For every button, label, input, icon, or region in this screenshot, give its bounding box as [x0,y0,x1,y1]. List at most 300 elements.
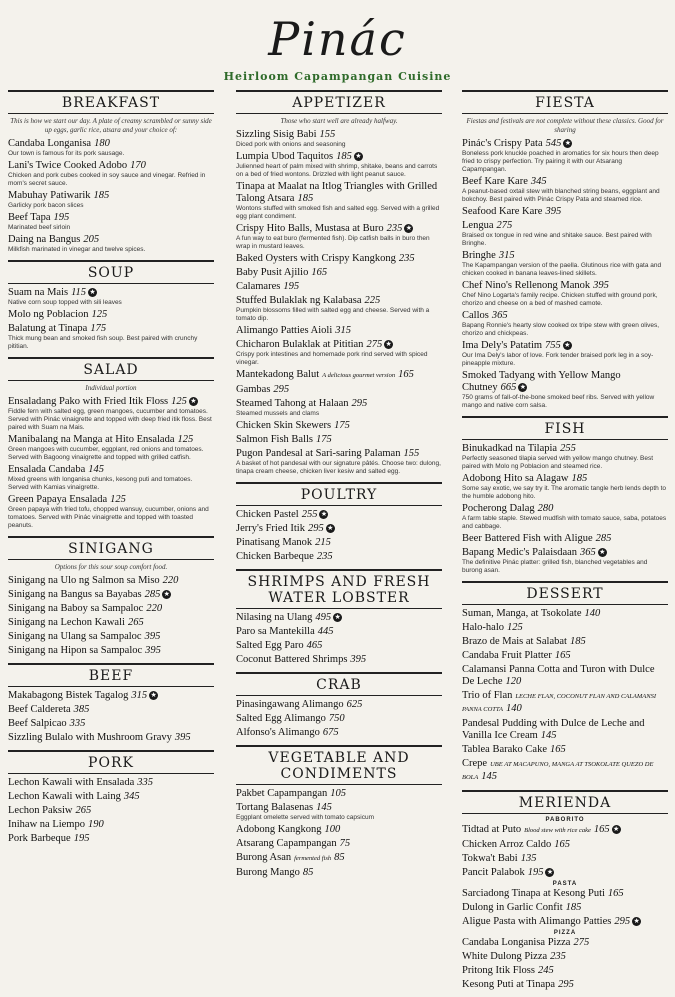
chef-recommended-icon: ★ [546,868,554,877]
menu-item-price: 75 [339,838,351,849]
menu-item-line [236,713,442,725]
menu-item-line [462,533,668,545]
menu-item-line [236,788,442,800]
section-note: Individual portion [85,384,137,392]
menu-item-name: Halo-halo [462,622,504,633]
menu-item [236,267,442,279]
menu-item-line [462,758,668,784]
menu-item-line [462,138,668,150]
menu-item-line [236,267,442,279]
menu-item-line [462,902,668,914]
menu-item-name: Dulong in Garlic Confit [462,902,563,913]
menu-item-name: Beef Kare Kare [462,176,528,187]
menu-item-price: 395 [593,280,609,291]
section-title: POULTRY [236,482,442,506]
menu-item-description: The definitive Pinác platter: grilled fish, blanched vegetables and burong asan. [462,559,648,574]
menu-item [8,631,214,643]
menu-item [8,645,214,657]
menu-item-line [8,396,214,408]
menu-item [462,650,668,662]
menu-item-price: 315 [498,250,515,261]
menu-item-line [236,384,442,396]
section-title: BEEF [8,663,214,687]
menu-item-price: 285 [595,533,612,544]
menu-item-name: Sinigang na Ulo ng Salmon sa Miso [8,575,160,586]
menu-item-line [8,138,214,150]
menu-item [462,608,668,620]
menu-item-line [236,654,442,666]
menu-item-line [8,309,214,321]
menu-item-name: Stuffed Bulaklak ng Kalabasa [236,295,362,306]
section-title: CRAB [236,672,442,696]
menu-item-name: Kesong Puti at Tinapa [462,979,556,990]
menu-column-middle [236,90,442,885]
menu-item-line [462,608,668,620]
menu-item-description: Julienned heart of palm mixed with shrimp, shitake, beans and carrots on a bed of fried wontons. Drizzled with light peanut sauce. [236,163,438,178]
menu-item-inline-note: A delicious gourmet version [322,372,396,379]
menu-item-line [8,575,214,587]
menu-item-price: 675 [322,727,339,738]
menu-item-line [236,640,442,652]
menu-item-line [462,937,668,949]
menu-item-price: 665 [500,382,517,393]
menu-item-price: 175 [316,434,332,445]
menu-item-price: 165 [311,267,328,278]
menu-item-price: 295 [273,384,290,395]
section-poultry [236,482,442,563]
menu-item-name: Ima Dely's Patatim [462,340,543,351]
menu-item-description: A basket of hot pandesal with our signature pâtés. Choose two: dulong, tinapa cream cheese, chicken liver kesiw and salted egg. [236,460,441,475]
menu-item [236,523,442,535]
menu-item [462,690,668,716]
menu-item-description: Braised ox tongue in red wine and shitake sauce. Best paired with Bringhe. [462,232,652,247]
menu-item-name: Beer Battered Fish with Aligue [462,533,593,544]
menu-item-line [462,370,668,394]
menu-item-line [8,190,214,202]
menu-item-name: Beef Salpicao [8,718,67,729]
menu-item-name: Smoked Tadyang with Yellow Mango Chutney [462,370,621,393]
menu-item-description: Wontons stuffed with smoked fish and salted egg. Served with a grilled egg plant condiment. [236,205,440,220]
menu-item-line [236,802,442,814]
menu-item-line [236,699,442,711]
menu-item-price: 195 [283,281,300,292]
menu-item [236,537,442,549]
menu-item-line [236,369,442,382]
menu-item-price: 145 [540,730,557,741]
menu-item-line [8,287,214,299]
menu-item-price: 245 [537,965,554,976]
menu-item [236,325,442,337]
menu-item-name: Sinigang na Hipon sa Sampaloc [8,645,143,656]
chef-recommended-icon: ★ [320,510,328,519]
menu-item-line [462,622,668,634]
menu-item-price: 625 [346,699,363,710]
menu-column-left [8,90,214,851]
menu-item-description: Green papaya with fried tofu, chopped wansuy, cucumber, onions and tomatoes. Served with Pinác vinaigrette and topped with toasted peanuts. [8,506,209,529]
section-title: SINIGANG [8,536,214,560]
menu-item [8,138,214,158]
menu-item-price: 265 [75,805,92,816]
menu-item-line [8,833,214,845]
menu-item-name: Suam na Mais [8,287,69,298]
menu-item-line [462,547,668,559]
menu-item [236,699,442,711]
menu-item-price: 185 [93,190,110,201]
menu-item [236,223,442,251]
menu-item-name: Sinigang na Lechon Kawali [8,617,125,628]
menu-item-line [236,838,442,850]
menu-item-line [462,744,668,756]
menu-item-price: 175 [334,420,350,431]
menu-item [8,190,214,210]
chef-recommended-icon: ★ [385,340,392,349]
section-title: VEGETABLE AND CONDIMENTS [236,745,442,785]
menu-item [236,509,442,521]
menu-item-name: Sinigang na Baboy sa Sampaloc [8,603,144,614]
menu-item-price: 125 [110,494,126,505]
menu-item [8,212,214,232]
menu-item-line [462,473,668,485]
menu-item [8,287,214,307]
subsection-label: PASTA [552,881,578,887]
menu-item [462,310,668,338]
chef-recommended-icon: ★ [163,590,170,599]
menu-item-line [462,916,668,928]
menu-item-name: Calamares [236,281,281,292]
menu-item-line [462,888,668,900]
menu-item [462,176,668,204]
menu-item-price: 345 [530,176,547,187]
menu-item-name: Molo ng Poblacion [8,309,89,320]
menu-item-name: Lumpia Ubod Taquitos [236,151,334,162]
menu-item-line [236,129,442,141]
section-dessert [462,581,668,784]
menu-item [462,867,668,879]
menu-item-description: Chicken and pork cubes cooked in soy sauce and vinegar. Refried in mom's secret sauce. [8,172,206,187]
menu-item-line [8,631,214,643]
brand-logo: Pinác [268,12,407,66]
menu-item [462,473,668,501]
menu-item [462,443,668,471]
menu-item [462,340,668,368]
menu-item-inline-note: fermented fish [294,855,332,862]
menu-item-name: Pinác's Crispy Pata [462,138,543,149]
menu-item-name: Coconut Battered Shrimps [236,654,348,665]
menu-item [236,129,442,149]
menu-item-description: Our Ima Dely's labor of love. Fork tender braised pork leg in a soy-pineapple mixture. [462,352,654,367]
menu-item-price: 285 [144,589,161,600]
menu-item-name: Adobong Hito sa Alagaw [462,473,569,484]
menu-item [462,370,668,410]
menu-item-name: Burong Asan [236,852,292,863]
menu-item [8,464,214,492]
menu-item-name: Pandesal Pudding with Dulce de Leche and Vanilla Ice Cream [462,718,645,741]
tagline: Heirloom Capampangan Cuisine [223,70,452,83]
menu-item-name: Pancit Palabok [462,867,525,878]
menu-item-name: Beef Tapa [8,212,51,223]
section-shrimps-and-fresh-water-lobster [236,569,442,666]
menu-item-price: 125 [177,434,194,445]
section-fish [462,416,668,575]
menu-item-line [236,281,442,293]
menu-item-line [236,523,442,535]
menu-item [236,654,442,666]
menu-item-name: Alimango Patties Aioli [236,325,333,336]
chef-recommended-icon: ★ [519,383,526,392]
menu-item-price: 85 [334,852,345,863]
menu-item [462,951,668,963]
chef-recommended-icon: ★ [89,288,96,297]
menu-item-price: 145 [481,771,497,782]
menu-item-name: Mabuhay Patiwarik [8,190,91,201]
chef-recommended-icon: ★ [190,397,197,406]
menu-item [236,551,442,563]
menu-item-name: Pugon Pandesal at Sari-saring Palaman [236,448,401,459]
section-pork [8,750,214,845]
section-vegetable-and-condiments [236,745,442,879]
menu-item [462,250,668,278]
menu-item-line [462,443,668,455]
menu-item-description: A fun way to eat buro (fermented fish). Dip catfish balls in buro then wrap in mustard leaves. [236,235,430,250]
menu-item [8,805,214,817]
menu-item-price: 335 [69,718,86,729]
menu-item-name: Chicken Pastel [236,509,299,520]
menu-item [8,434,214,462]
menu-item-line [462,340,668,352]
section-appetizer [236,90,442,476]
menu-item-name: Chicken Barbeque [236,551,314,562]
menu-item-name: Steamed Tahong at Halaan [236,398,349,409]
menu-item [236,852,442,865]
menu-item-line [462,853,668,865]
menu-item-line [236,339,442,351]
menu-item [8,234,214,254]
menu-item-name: Salted Egg Paro [236,640,304,651]
menu-item [8,791,214,803]
menu-item-line [236,509,442,521]
menu-item-price: 220 [162,575,179,586]
menu-item-price: 315 [335,325,351,336]
menu-item [462,758,668,784]
menu-item [236,824,442,836]
menu-item-line [462,206,668,218]
menu-item-price: 165 [593,824,610,835]
menu-item [236,181,442,221]
menu-item-line [8,791,214,803]
menu-item-price: 275 [366,339,383,350]
menu-item-description: Green mangoes with cucumber, eggplant, red onions and tomatoes. Served with Bagoong vinaigrette and topped with grilled catfish. [8,446,204,461]
menu-item-name: Gambas [236,384,271,395]
menu-item-line [236,867,442,879]
menu-item [462,280,668,308]
menu-item-description: 750 grams of fall-of-the-bone smoked beef ribs. Served with yellow mango and native corn salsa. [462,394,655,409]
menu-item [462,718,668,742]
menu-item-name: Green Papaya Ensalada [8,494,108,505]
menu-item-line [462,718,668,742]
menu-item-price: 235 [316,551,333,562]
menu-item-name: Sarciadong Tinapa at Kesong Puti [462,888,605,899]
chef-recommended-icon: ★ [355,152,362,161]
menu-item [8,732,214,744]
menu-item-description: Pumpkin blossoms filled with salted egg and cheese. Served with a tomato dip. [236,307,430,322]
menu-item-price: 395 [145,645,161,656]
menu-item [462,138,668,174]
menu-item-price: 395 [350,654,367,665]
menu-item [8,833,214,845]
menu-item-price: 165 [554,839,570,850]
section-title: FIESTA [462,90,668,114]
menu-item-description: Steamed mussels and clams [236,410,320,417]
menu-item-line [8,777,214,789]
menu-item-line [8,160,214,172]
menu-item-price: 185 [565,902,582,913]
menu-item-description: The Kapampangan version of the paella. Glutinous rice with gata and chicken cooked in banana leaves-lined skillets. [462,262,662,277]
menu-item-name: Atsarang Capampangan [236,838,337,849]
menu-item-price: 215 [315,537,331,548]
menu-item-name: Adobong Kangkong [236,824,322,835]
menu-item-name: Nilasing na Ulang [236,612,313,623]
menu-item [8,309,214,321]
menu-item-line [462,310,668,322]
menu-item-name: Pocherong Dalag [462,503,535,514]
section-note: Those who start well are already halfway. [280,117,398,125]
menu-item-name: Daing na Bangus [8,234,81,245]
menu-item [236,802,442,822]
subsection-label: PIZZA [553,930,577,936]
menu-item [462,636,668,648]
section-note: This is how we start our day. A plate of creamy scrambled or sunny side up eggs, garlic rice, atsara and your choice of: [10,117,212,134]
section-title: SOUP [8,260,214,284]
menu-item-price: 155 [319,129,336,140]
menu-item-line [462,280,668,292]
menu-item-description: Our town is famous for its pork sausage. [8,150,125,157]
menu-item-price: 395 [545,206,562,217]
menu-item-price: 195 [73,833,90,844]
menu-item-description: Native corn soup topped with sili leaves [8,299,122,306]
menu-item-price: 365 [580,547,596,558]
menu-item-name: Salmon Fish Balls [236,434,314,445]
menu-item-name: Tablea Barako Cake [462,744,547,755]
menu-item [236,369,442,382]
menu-item-name: Jerry's Fried Itik [236,523,305,534]
menu-item-name: Candaba Longanisa Pizza [462,937,571,948]
menu-item-price: 190 [87,819,104,830]
menu-item-price: 165 [607,888,624,899]
menu-item-name: Aligue Pasta with Alimango Patties [462,916,612,927]
menu-item-line [462,503,668,515]
menu-item-line [8,704,214,716]
menu-item-name: Lengua [462,220,494,231]
menu-item-price: 295 [614,916,631,927]
menu-item-price: 235 [398,253,415,264]
menu-item-price: 295 [307,523,324,534]
menu-item-name: Candaba Fruit Platter [462,650,552,661]
menu-item-description: Eggplant omelette served with tomato capsicum [236,814,375,821]
menu-item [236,838,442,850]
menu-item [236,420,442,432]
menu-item-line [462,951,668,963]
chef-recommended-icon: ★ [599,548,606,557]
menu-item [462,888,668,900]
menu-item [236,640,442,652]
menu-item [8,617,214,629]
menu-item-line [8,645,214,657]
menu-item-description: Milkfish marinated in vinegar and twelve spices. [8,246,146,253]
menu-item [462,824,668,837]
menu-item-line [8,323,214,335]
menu-item-description: Mixed greens with longanisa chunks, kesong puti and tomatoes. Served with Kamias vinaigrette. [8,476,193,491]
menu-item [8,160,214,188]
menu-item-line [8,603,214,615]
menu-item-line [462,965,668,977]
menu-item-line [236,325,442,337]
menu-item-price: 195 [527,867,544,878]
menu-item-description: Marinated beef sirloin [8,224,71,231]
menu-item [462,220,668,248]
menu-item-line [8,464,214,476]
menu-item-name: Crepe [462,758,488,769]
menu-item [236,295,442,323]
menu-item-price: 105 [330,788,347,799]
menu-item-description: Crispy pork intestines and homemade pork rind served with spiced vinegar. [236,351,428,366]
section-title: APPETIZER [236,90,442,114]
menu-item-name: Manibalang na Manga at Hito Ensalada [8,434,175,445]
menu-item-name: Paro sa Mantekilla [236,626,315,637]
menu-item-name: Chicken Skin Skewers [236,420,332,431]
menu-item [236,448,442,476]
menu-item-name: Lechon Kawali with Laing [8,791,121,802]
menu-item-price: 145 [88,464,105,475]
menu-item [462,547,668,575]
menu-item-price: 125 [507,622,523,633]
section-title: SHRIMPS AND FRESH WATER LOBSTER [236,569,442,609]
menu-item-price: 175 [90,323,107,334]
menu-item-price: 255 [301,509,318,520]
menu-item-name: Chicken Arroz Caldo [462,839,552,850]
menu-item-name: Lechon Paksiw [8,805,73,816]
menu-item-price: 395 [144,631,161,642]
menu-item-price: 165 [549,744,566,755]
section-breakfast [8,90,214,254]
section-salad [8,357,214,530]
menu-item-price: 495 [315,612,332,623]
menu-item-description: A peanut-based oxtail stew with blanched string beans, eggplant and bokchoy. Best paired with Pinác Crispy Pata and steamed rice. [462,188,660,203]
menu-item-price: 385 [73,704,90,715]
menu-item-line [236,151,442,163]
menu-item [236,281,442,293]
menu-item [462,839,668,851]
menu-item-description: Some say exotic, we say try it. The aromatic tangle herb lends depth to the humble adobong hito. [462,485,667,500]
menu-item-price: 125 [91,309,108,320]
menu-item-price: 265 [127,617,144,628]
menu-item-price: 185 [336,151,352,162]
menu-item [462,916,668,928]
menu-item-price: 140 [506,703,522,714]
menu-item-inline-note: LECHE FLAN, COCONUT FLAN AND CALAMANSI PANNA COTTA [462,693,656,713]
menu-item-name: Callos [462,310,489,321]
menu-item-name: Suman, Manga, at Tsokolate [462,608,582,619]
menu-item-price: 135 [520,853,537,864]
menu-item-price: 220 [146,603,163,614]
menu-item-price: 465 [306,640,323,651]
menu-item [462,937,668,949]
menu-item [8,718,214,730]
menu-item-name: Brazo de Mais at Salabat [462,636,567,647]
menu-item-name: Makabagong Bistek Tagalog [8,690,129,701]
menu-item-name: Alfonso's Alimango [236,727,320,738]
menu-item [462,206,668,218]
menu-item-description: Boneless pork knuckle poached in aromatics for six hours then deep fried to crispy perfection. Try pairing it with our Atsarang Capampangan. [462,150,659,173]
